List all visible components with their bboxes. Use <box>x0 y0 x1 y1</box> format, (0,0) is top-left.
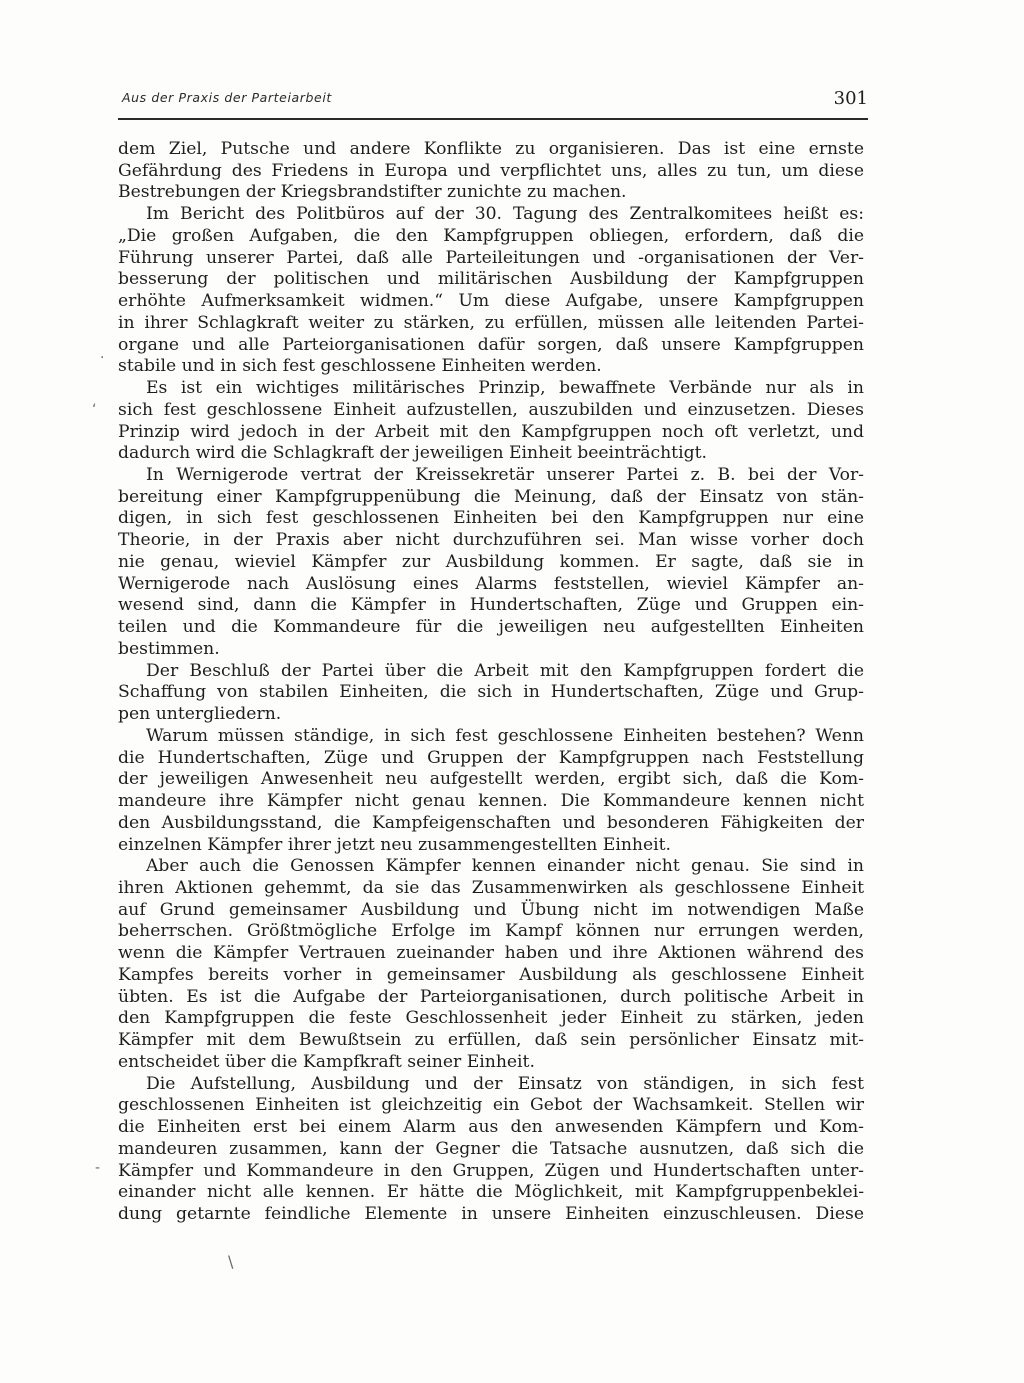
text-line: Gefährdung des Friedens in Europa und verpflichtet uns, alles zu tun, um diese <box>118 160 864 181</box>
text-line: dem Ziel, Putsche und andere Konflikte zu organisieren. Das ist eine ernste <box>118 139 864 159</box>
text-line: Schaffung von stabilen Einheiten, die sich in Hundertschaften, Züge und Grup- <box>118 682 864 703</box>
text-line: beherrschen. Größtmögliche Erfolge im Kampf können nur errungen werden, <box>118 921 864 942</box>
text-line: die Einheiten erst bei einem Alarm aus den anwesenden Kämpfern und Kom- <box>118 1117 864 1138</box>
text-line: ihren Aktionen gehemmt, da sie das Zusammenwirken als geschlossene Einheit <box>118 877 864 898</box>
text-line: Die Aufstellung, Ausbildung und der Einsatz von ständigen, in sich fest <box>146 1073 864 1094</box>
text-line: auf Grund gemeinsamer Ausbildung und Übung nicht im notwendigen Maße <box>118 899 864 920</box>
text-line: Kämpfer mit dem Bewußtsein zu erfüllen, daß sein persönlicher Einsatz mit- <box>118 1030 864 1051</box>
text-line: digen, in sich fest geschlossenen Einheiten bei den Kampfgruppen nur eine <box>118 508 864 529</box>
page-header <box>118 84 868 124</box>
text-line: Bestrebungen der Kriegsbrandstifter zunichte zu machen. <box>118 182 627 203</box>
text-line: Im Bericht des Politbüros auf der 30. Tagung des Zentralkomitees heißt es: <box>146 204 864 225</box>
text-line: Prinzip wird jedoch in der Arbeit mit den Kampfgruppen noch oft verletzt, und <box>118 421 864 442</box>
margin-mark: . <box>100 346 105 362</box>
text-line: Der Beschluß der Partei über die Arbeit mit den Kampfgruppen fordert die <box>146 660 864 681</box>
page-number: 301 <box>833 88 868 109</box>
text-line: sich fest geschlossene Einheit aufzustellen, auszubilden und einzusetzen. Dieses <box>118 399 864 420</box>
text-line: Es ist ein wichtiges militärisches Prinzip, bewaffnete Verbände nur als in <box>146 378 864 399</box>
running-head: Aus der Praxis der Parteiarbeit <box>122 90 332 105</box>
text-line: in ihrer Schlagkraft weiter zu stärken, zu erfüllen, müssen alle leitenden Partei- <box>118 312 864 333</box>
text-line: stabile und in sich fest geschlossene Einheiten werden. <box>118 356 602 377</box>
text-line: mandeuren zusammen, kann der Gegner die Tatsache ausnutzen, daß sich die <box>118 1138 864 1159</box>
text-line: „Die großen Aufgaben, die den Kampfgruppen obliegen, erfordern, daß die <box>118 225 864 246</box>
text-line: der jeweiligen Anwesenheit neu aufgestellt werden, ergibt sich, daß die Kom- <box>118 769 864 790</box>
text-line: den Ausbildungsstand, die Kampfeigenschaften und besonderen Fähigkeiten der <box>118 812 864 833</box>
text-line: erhöhte Aufmerksamkeit widmen.“ Um diese Aufgabe, unsere Kampfgruppen <box>118 291 864 312</box>
text-line: geschlossenen Einheiten ist gleichzeitig ein Gebot der Wachsamkeit. Stellen wir <box>118 1095 864 1116</box>
text-line: Kampfes bereits vorher in gemeinsamer Ausbildung als geschlossene Einheit <box>118 964 864 985</box>
text-line: nie genau, wieviel Kämpfer zur Ausbildung kommen. Er sagte, daß sie in <box>118 551 864 572</box>
text-line: organe und alle Parteiorganisationen dafür sorgen, daß unsere Kampfgruppen <box>118 334 864 355</box>
text-line: einander nicht alle kennen. Er hätte die Möglichkeit, mit Kampfgruppenbeklei- <box>118 1182 864 1203</box>
text-line: übten. Es ist die Aufgabe der Parteiorganisationen, durch politische Arbeit in <box>118 986 864 1007</box>
text-line: Wernigerode nach Auslösung eines Alarms feststellen, wieviel Kämpfer an- <box>118 573 864 594</box>
margin-mark: \ <box>228 1252 234 1271</box>
text-line: Aber auch die Genossen Kämpfer kennen einander nicht genau. Sie sind in <box>146 856 864 877</box>
text-line: Theorie, in der Praxis aber nicht durchzuführen sei. Man wisse vorher doch <box>118 530 864 551</box>
text-line: die Hundertschaften, Züge und Gruppen der Kampfgruppen nach Feststellung <box>118 747 864 768</box>
text-line: teilen und die Kommandeure für die jeweiligen neu aufgestellten Einheiten <box>118 617 864 638</box>
text-line: entscheidet über die Kampfkraft seiner Einheit. <box>118 1051 535 1072</box>
text-line: In Wernigerode vertrat der Kreissekretär unserer Partei z. B. bei der Vor- <box>146 465 864 486</box>
header-rule <box>118 118 868 120</box>
text-line: dadurch wird die Schlagkraft der jeweiligen Einheit beeinträchtigt. <box>118 443 707 464</box>
margin-mark: - <box>95 1160 101 1176</box>
text-line: besserung der politischen und militärischen Ausbildung der Kampfgruppen <box>118 269 864 290</box>
text-line: pen untergliedern. <box>118 704 282 725</box>
text-line: Kämpfer und Kommandeure in den Gruppen, Zügen und Hundertschaften unter- <box>118 1160 864 1181</box>
text-line: wenn die Kämpfer Vertrauen zueinander haben und ihre Aktionen während des <box>118 943 864 964</box>
text-line: bereitung einer Kampfgruppenübung die Meinung, daß der Einsatz von stän- <box>118 486 864 507</box>
text-line: den Kampfgruppen die feste Geschlossenheit jeder Einheit zu stärken, jeden <box>118 1008 864 1029</box>
text-line: dung getarnte feindliche Elemente in unsere Einheiten einzuschleusen. Diese <box>118 1203 864 1224</box>
text-line: Führung unserer Partei, daß alle Parteileitungen und -organisationen der Ver- <box>118 247 864 268</box>
text-line: bestimmen. <box>118 638 220 659</box>
text-line: wesend sind, dann die Kämpfer in Hundertschaften, Züge und Gruppen ein- <box>118 595 864 616</box>
text-line: mandeure ihre Kämpfer nicht genau kennen. Die Kommandeure kennen nicht <box>118 791 864 812</box>
body-text <box>118 139 864 1226</box>
text-line: einzelnen Kämpfer ihrer jetzt neu zusammengestellten Einheit. <box>118 834 672 855</box>
text-line: Warum müssen ständige, in sich fest geschlossene Einheiten bestehen? Wenn <box>146 725 864 746</box>
margin-mark: ‘ <box>92 402 97 418</box>
